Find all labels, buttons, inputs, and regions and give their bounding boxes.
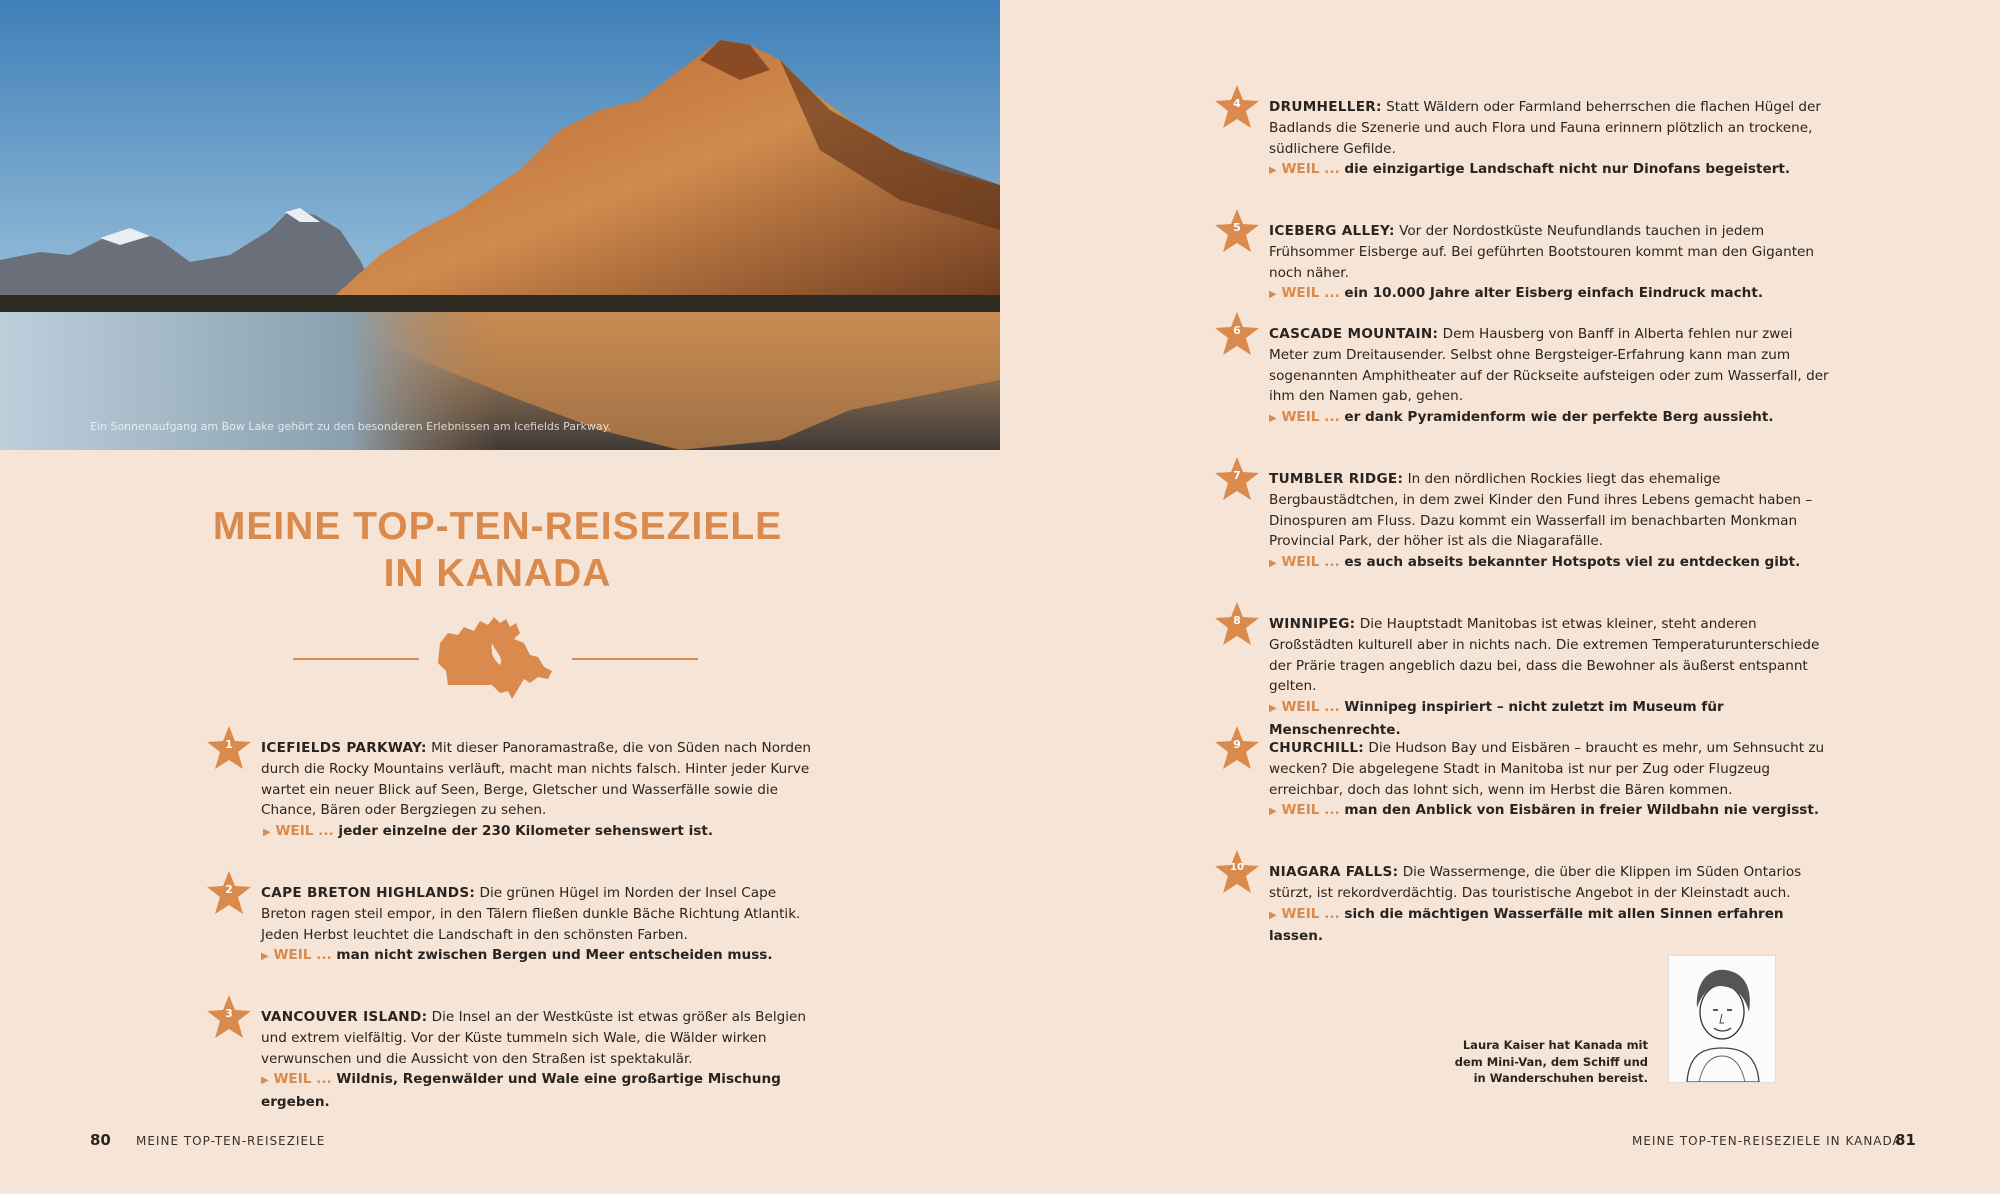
entry-text: Dem Hausberg von Banff in Alberta fehlen nur zwei Meter zum Dreitausender. Selbst ohne Bergsteiger-Erfahrung kann man zum sogenannten Amphitheater auf der Rückseite aufsteigen oder zum Wasserfall, der ihm den Namen gab, gehen. xyxy=(1269,326,1829,405)
entry-2 xyxy=(225,883,821,968)
weil-text: man nicht zwischen Bergen und Meer entscheiden muss. xyxy=(336,947,773,964)
canada-map-icon xyxy=(434,613,556,709)
weil-label: WEIL ... xyxy=(275,823,334,840)
star-icon xyxy=(206,725,252,771)
play-arrow-icon: ▶ xyxy=(263,827,271,839)
entry-body xyxy=(1269,469,1829,552)
entry-heading: VANCOUVER ISLAND: xyxy=(261,1009,428,1025)
entry-number: 1 xyxy=(225,738,233,751)
weil-line xyxy=(261,945,821,968)
title-divider-left xyxy=(293,658,419,660)
star-icon xyxy=(206,870,252,916)
entry-heading: ICEFIELDS PARKWAY: xyxy=(261,740,427,756)
title-line-2: IN KANADA xyxy=(383,552,612,595)
entry-body xyxy=(261,1007,821,1069)
play-arrow-icon: ▶ xyxy=(1269,413,1277,425)
weil-line xyxy=(1269,904,1829,948)
weil-text: Wildnis, Regenwälder und Wale eine großartige Mischung ergeben. xyxy=(261,1071,781,1111)
entry-3 xyxy=(225,1007,821,1113)
weil-line xyxy=(1269,552,1829,575)
weil-label: WEIL ... xyxy=(1281,161,1340,178)
weil-label: WEIL ... xyxy=(1281,802,1340,819)
weil-text: sich die mächtigen Wasserfälle mit allen Sinnen erfahren lassen. xyxy=(1269,905,1784,945)
entry-7 xyxy=(1233,469,1829,575)
weil-label: WEIL ... xyxy=(1281,699,1340,716)
entry-text: Mit dieser Panoramastraße, die von Süden nach Norden durch die Rocky Mountains verläuft, macht man nichts falsch. Hinter jeder Kurve wartet ein neuer Blick auf Seen, Berge, Gletscher und Wasserfälle sowie die Chance, Bären oder Bergziegen zu sehen. xyxy=(261,740,811,819)
entry-number: 2 xyxy=(225,883,233,896)
entry-text: Die Hudson Bay und Eisbären – braucht es mehr, um Sehnsucht zu wecken? Die abgelegene Stadt in Manitoba ist nur per Zug oder Flugzeug erreichbar, doch das lohnt sich, wenn im Herbst die Bären kommen. xyxy=(1269,740,1825,798)
star-icon xyxy=(1214,725,1260,771)
weil-label: WEIL ... xyxy=(1281,554,1340,571)
play-arrow-icon: ▶ xyxy=(1269,558,1277,570)
entry-heading: ICEBERG ALLEY: xyxy=(1269,223,1395,239)
entry-text: Die Hauptstadt Manitobas ist etwas kleiner, steht anderen Großstädten kulturell aber in nichts nach. Die extremen Temperaturunterschiede der Prärie tragen angeblich dazu bei, dass die Bewohner als äußerst entspannt gelten. xyxy=(1269,616,1820,695)
entry-number: 8 xyxy=(1233,614,1241,627)
weil-line xyxy=(1269,159,1829,182)
entry-number: 5 xyxy=(1233,221,1241,234)
entry-text: Die Wassermenge, die über die Klippen im Süden Ontarios stürzt, ist rekordverdächtig. Das touristische Angebot in der Kleinstadt auch. xyxy=(1269,864,1802,901)
entry-6 xyxy=(1233,324,1829,430)
left-running-head: MEINE TOP-TEN-REISEZIELE xyxy=(136,1134,326,1148)
entry-number: 3 xyxy=(225,1007,233,1020)
title-divider-right xyxy=(572,658,698,660)
play-arrow-icon: ▶ xyxy=(1269,165,1277,177)
star-icon xyxy=(1214,456,1260,502)
weil-text: jeder einzelne der 230 Kilometer sehenswert ist. xyxy=(338,823,713,840)
entry-number: 4 xyxy=(1233,97,1241,110)
author-line-2: dem Mini-Van, dem Schiff und xyxy=(1454,1054,1648,1069)
entry-5 xyxy=(1233,221,1829,306)
bow-lake-photo xyxy=(0,0,1000,450)
entry-heading: CHURCHILL: xyxy=(1269,740,1365,756)
play-arrow-icon: ▶ xyxy=(1269,806,1277,818)
entry-8 xyxy=(1233,614,1829,741)
weil-line xyxy=(1269,407,1829,430)
right-page-number: 81 xyxy=(1895,1131,1916,1149)
entry-text: Statt Wäldern oder Farmland beherrschen die flachen Hügel der Badlands die Szenerie und auch Flora und Fauna erinnern plötzlich an trockene, südlichere Gefilde. xyxy=(1269,99,1821,157)
entry-10 xyxy=(1230,862,1829,947)
entry-text: Vor der Nordostküste Neufundlands tauchen in jedem Frühsommer Eisberge auf. Bei geführten Bootstouren kommt man den Giganten noch näher. xyxy=(1269,223,1815,281)
star-icon xyxy=(1214,601,1260,647)
title-line-1: MEINE TOP-TEN-REISEZIELE xyxy=(212,505,783,548)
entry-body xyxy=(1269,324,1829,407)
play-arrow-icon: ▶ xyxy=(1269,289,1277,301)
entry-number: 9 xyxy=(1233,738,1241,751)
weil-line xyxy=(261,821,821,844)
weil-text: es auch abseits bekannter Hotspots viel zu entdecken gibt. xyxy=(1344,554,1801,571)
star-icon xyxy=(1214,849,1260,895)
weil-label: WEIL ... xyxy=(1281,409,1340,426)
weil-text: er dank Pyramidenform wie der perfekte Berg aussieht. xyxy=(1344,409,1774,426)
right-running-head: MEINE TOP-TEN-REISEZIELE IN KANADA xyxy=(1632,1134,1902,1148)
entry-9 xyxy=(1233,738,1829,823)
entry-text: Die Insel an der Westküste ist etwas größer als Belgien und extrem vielfältig. Vor der Küste tummeln sich Wale, die Wälder wirken verwunschen und die Aussicht von den Straßen ist spektakulär. xyxy=(261,1009,806,1067)
entry-body xyxy=(1269,97,1829,159)
photo-caption: Ein Sonnenaufgang am Bow Lake gehört zu den besonderen Erlebnissen am Icefields Parkway. xyxy=(90,420,612,433)
weil-line xyxy=(1269,800,1829,823)
weil-label: WEIL ... xyxy=(273,1071,332,1088)
entry-heading: CAPE BRETON HIGHLANDS: xyxy=(261,885,476,901)
weil-line xyxy=(1269,283,1829,306)
entry-body xyxy=(1269,614,1829,697)
weil-line xyxy=(261,1069,821,1113)
play-arrow-icon: ▶ xyxy=(1269,909,1277,921)
entry-1 xyxy=(225,738,821,844)
author-line-3: in Wanderschuhen bereist. xyxy=(1473,1071,1648,1085)
weil-text: ein 10.000 Jahre alter Eisberg einfach Eindruck macht. xyxy=(1344,285,1764,302)
entry-text: Die grünen Hügel im Norden der Insel Cape Breton ragen steil empor, in den Tälern fließen dunkle Bäche Richtung Atlantik. Jeden Herbst leuchtet die Landschaft in den schönsten Farben. xyxy=(261,885,801,943)
weil-label: WEIL ... xyxy=(1281,905,1340,922)
entry-number: 6 xyxy=(1233,324,1241,337)
weil-text: die einzigartige Landschaft nicht nur Dinofans begeistert. xyxy=(1344,161,1791,178)
author-bio xyxy=(1400,1037,1648,1087)
entry-heading: NIAGARA FALLS: xyxy=(1269,864,1399,880)
weil-line xyxy=(1269,697,1829,741)
weil-text: Winnipeg inspiriert – nicht zuletzt im Museum für Menschenrechte. xyxy=(1269,699,1724,738)
author-portrait xyxy=(1668,955,1776,1083)
star-icon xyxy=(206,994,252,1040)
weil-text: man den Anblick von Eisbären in freier Wildbahn nie vergisst. xyxy=(1344,802,1820,819)
play-arrow-icon: ▶ xyxy=(261,951,269,963)
entry-number: 7 xyxy=(1233,469,1241,482)
weil-label: WEIL ... xyxy=(273,947,332,964)
entry-heading: TUMBLER RIDGE: xyxy=(1269,471,1404,487)
entry-text: In den nördlichen Rockies liegt das ehemalige Bergbaustädtchen, in dem zwei Kinder den Fund ihres Lebens gemacht haben – Dinospuren am Fluss. Dazu kommt ein Wasserfall im benachbarten Monkman Provincial Park, der höher ist als die Niagarafälle. xyxy=(1269,471,1813,550)
star-icon xyxy=(1214,208,1260,254)
entry-number: 10 xyxy=(1230,862,1244,873)
author-line-1: Laura Kaiser hat Kanada mit xyxy=(1462,1038,1648,1052)
entry-heading: WINNIPEG: xyxy=(1269,616,1356,632)
star-icon xyxy=(1214,311,1260,357)
entry-4 xyxy=(1233,97,1829,182)
weil-label: WEIL ... xyxy=(1281,285,1340,302)
entry-body xyxy=(261,738,821,821)
entry-heading: CASCADE MOUNTAIN: xyxy=(1269,326,1439,342)
left-page-number: 80 xyxy=(90,1131,111,1149)
entry-heading: DRUMHELLER: xyxy=(1269,99,1382,115)
entry-body xyxy=(1269,862,1829,904)
landscape-illustration xyxy=(0,0,1000,450)
play-arrow-icon: ▶ xyxy=(1269,703,1277,715)
star-icon xyxy=(1214,84,1260,130)
entry-body xyxy=(1269,221,1829,283)
page-title xyxy=(170,503,825,597)
entry-body xyxy=(261,883,821,945)
entry-body xyxy=(1269,738,1829,800)
play-arrow-icon: ▶ xyxy=(261,1075,269,1087)
